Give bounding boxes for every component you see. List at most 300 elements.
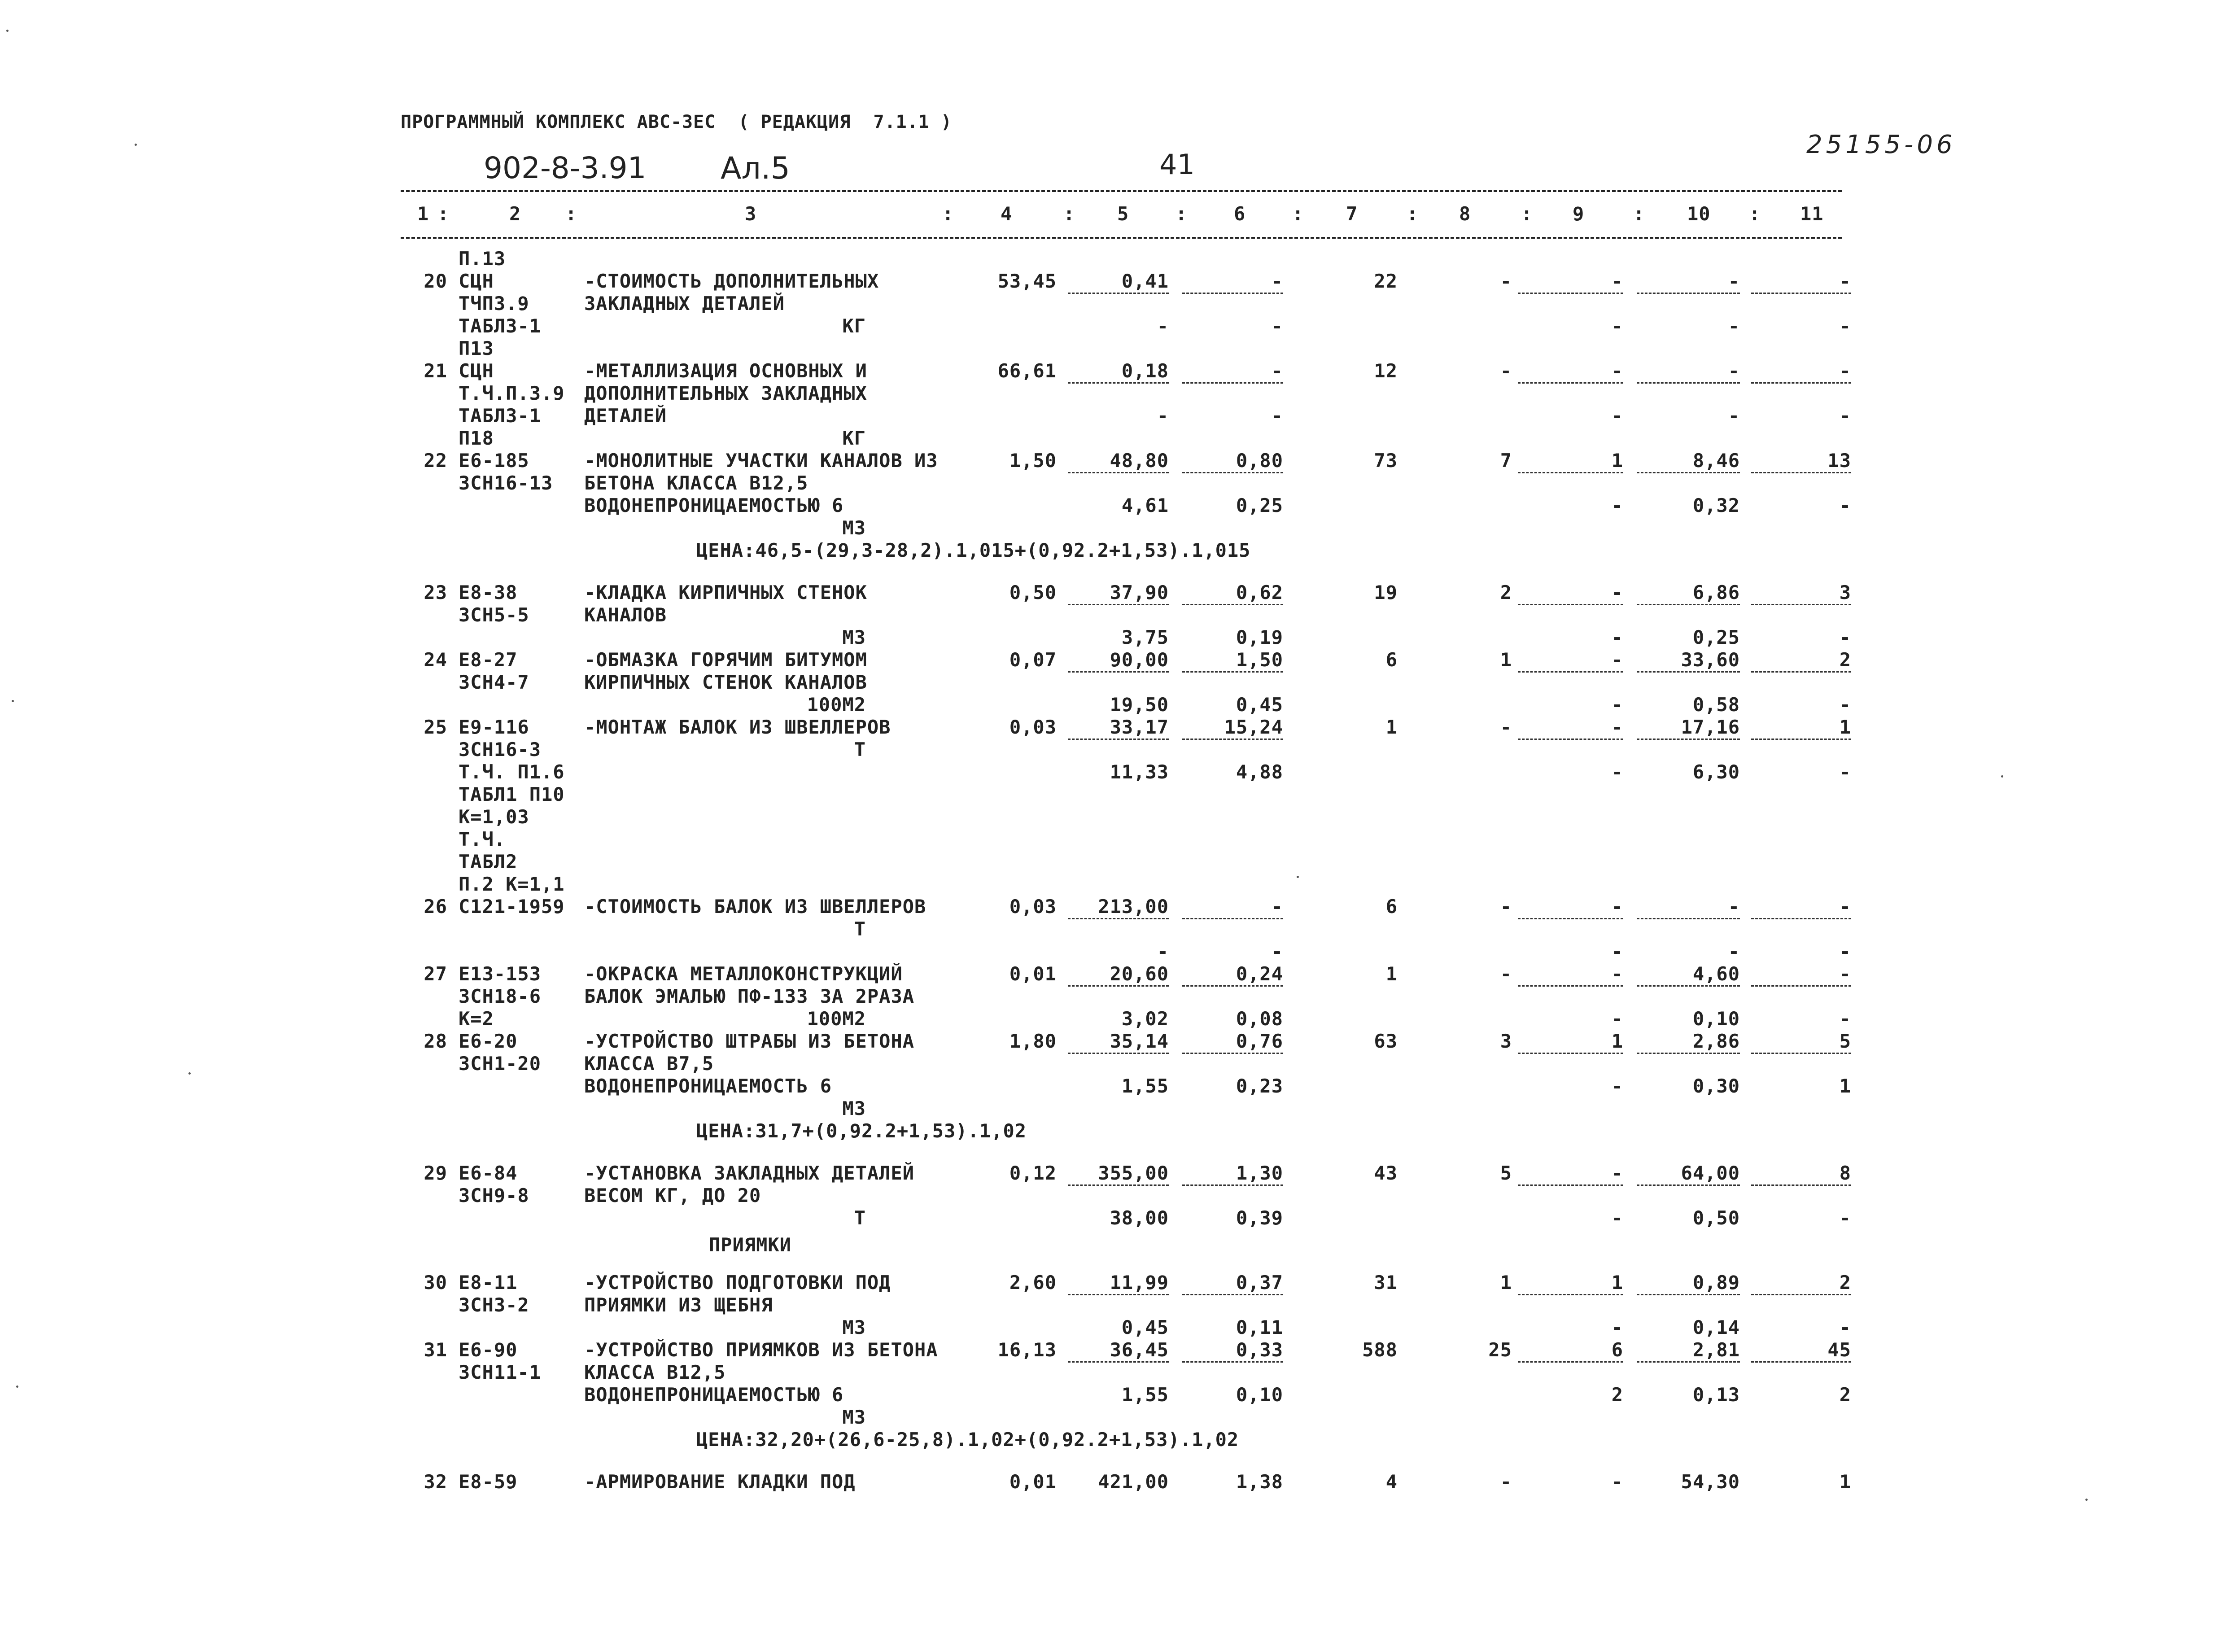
- program-line: ПРОГРАММНЫЙ КОМПЛЕКС АВС-ЗЕС ( РЕДАКЦИЯ 7.1.1 ): [401, 112, 953, 132]
- column-separator: :: [1175, 203, 1188, 225]
- value-c9: 1: [1611, 1272, 1623, 1294]
- sub-value-s5: -: [1157, 405, 1169, 427]
- value-c8: -: [1500, 1471, 1512, 1493]
- column-separator: :: [437, 203, 450, 225]
- subtotal-dash-line: [1751, 1053, 1851, 1054]
- sub-value-s5: -: [1157, 940, 1169, 962]
- value-c7: 4: [1385, 1471, 1398, 1493]
- work-description: -МЕТАЛЛИЗАЦИЯ ОСНОВНЫХ И: [584, 360, 867, 382]
- row-number: 22: [424, 450, 447, 472]
- sub-value-s10: -: [1728, 315, 1740, 337]
- value-c9: -: [1611, 360, 1623, 382]
- value-c6: 1,50: [1236, 649, 1283, 671]
- unit: 100М2: [807, 1008, 866, 1030]
- sub-value-s6: 0,11: [1236, 1316, 1283, 1338]
- sub-value-s10: 0,58: [1692, 694, 1740, 716]
- value-c5: 36,45: [1110, 1339, 1169, 1361]
- norm-code: Е6-90: [459, 1339, 518, 1361]
- sub-value-s9: -: [1611, 1316, 1623, 1338]
- subtotal-dash-line: [1518, 985, 1623, 987]
- value-c9: 6: [1611, 1339, 1623, 1361]
- norm-code: ЗСН18-6: [459, 985, 542, 1007]
- subtotal-dash-line: [1068, 382, 1169, 384]
- value-c11: -: [1839, 270, 1851, 292]
- column-number: 3: [745, 203, 757, 225]
- norm-code: К=2: [459, 1008, 494, 1030]
- value-c6: 1,38: [1236, 1471, 1283, 1493]
- scan-speck: [2001, 775, 2003, 778]
- subtotal-dash-line: [1751, 382, 1851, 384]
- doc-code: 902-8-3.91: [484, 151, 647, 185]
- subtotal-dash-line: [1518, 1294, 1623, 1295]
- value-c8: 3: [1500, 1030, 1512, 1052]
- norm-code: ТАБЛ3-1: [459, 315, 542, 337]
- value-c5: 213,00: [1098, 896, 1169, 918]
- value-c8: 2: [1500, 581, 1512, 603]
- sub-value-s11: 1: [1839, 1075, 1851, 1097]
- unit: М3: [842, 1097, 866, 1119]
- work-description: -ОКРАСКА МЕТАЛЛОКОНСТРУКЦИЙ: [584, 963, 903, 985]
- norm-code: СЦН: [459, 270, 494, 292]
- sub-value-s9: 2: [1611, 1384, 1623, 1406]
- subtotal-dash-line: [1751, 472, 1851, 473]
- value-c4: 1,50: [1009, 450, 1057, 472]
- sub-value-s6: 0,25: [1236, 494, 1283, 516]
- subtotal-dash-line: [1637, 472, 1740, 473]
- unit: М3: [842, 1406, 866, 1428]
- value-c9: -: [1611, 896, 1623, 918]
- stamp-number: 25155-06: [1806, 130, 1956, 159]
- subtotal-dash-line: [1518, 382, 1623, 384]
- value-c5: 11,99: [1110, 1272, 1169, 1294]
- row-number: 29: [424, 1162, 447, 1184]
- subtotal-dash-line: [1751, 671, 1851, 673]
- work-description: КЛАССА В12,5: [584, 1361, 726, 1383]
- column-number: 11: [1800, 203, 1824, 225]
- subtotal-dash-line: [1068, 1053, 1169, 1054]
- column-number: 1: [417, 203, 429, 225]
- norm-code: Е13-153: [459, 963, 542, 985]
- norm-code: ЗСН11-1: [459, 1361, 542, 1383]
- value-c10: 17,16: [1681, 716, 1740, 738]
- unit: Т: [854, 918, 866, 940]
- subtotal-dash-line: [1182, 985, 1283, 987]
- value-c11: 8: [1839, 1162, 1851, 1184]
- value-c4: 0,03: [1009, 896, 1057, 918]
- sub-value-s10: 0,30: [1692, 1075, 1740, 1097]
- column-number: 8: [1459, 203, 1471, 225]
- value-c10: 0,89: [1692, 1272, 1740, 1294]
- row-number: 24: [424, 649, 447, 671]
- column-separator: :: [1407, 203, 1419, 225]
- column-number: 6: [1234, 203, 1246, 225]
- subtotal-dash-line: [1068, 918, 1169, 919]
- value-c6: -: [1271, 896, 1283, 918]
- value-c11: 5: [1839, 1030, 1851, 1052]
- subtotal-dash-line: [1182, 293, 1283, 294]
- subtotal-dash-line: [1518, 671, 1623, 673]
- value-c7: 19: [1374, 581, 1398, 603]
- sub-value-s10: 0,10: [1692, 1008, 1740, 1030]
- sub-value-s9: -: [1611, 1207, 1623, 1229]
- work-description: КИРПИЧНЫХ СТЕНОК КАНАЛОВ: [584, 671, 867, 693]
- value-c4: 66,61: [997, 360, 1057, 382]
- norm-code: Е9-116: [459, 716, 529, 738]
- sub-value-s9: -: [1611, 940, 1623, 962]
- value-c11: -: [1839, 360, 1851, 382]
- value-c9: -: [1611, 581, 1623, 603]
- norm-code: ЗСН16-3: [459, 739, 542, 760]
- norm-code: П13: [459, 337, 494, 359]
- work-description: -УСТАНОВКА ЗАКЛАДНЫХ ДЕТАЛЕЙ: [584, 1162, 915, 1184]
- column-number: 10: [1687, 203, 1711, 225]
- value-c8: -: [1500, 360, 1512, 382]
- subtotal-dash-line: [1068, 1361, 1169, 1363]
- value-c9: -: [1611, 1471, 1623, 1493]
- subtotal-dash-line: [1518, 293, 1623, 294]
- subtotal-dash-line: [1751, 739, 1851, 740]
- work-description: ВОДОНЕПРОНИЦАЕМОСТЬЮ 6: [584, 494, 844, 516]
- scan-speck: [2085, 1499, 2088, 1501]
- value-c7: 31: [1374, 1272, 1398, 1294]
- scan-speck: [1297, 876, 1299, 878]
- value-c10: 2,86: [1692, 1030, 1740, 1052]
- value-c6: 0,24: [1236, 963, 1283, 985]
- subtotal-dash-line: [1518, 472, 1623, 473]
- sub-value-s10: -: [1728, 405, 1740, 427]
- column-separator: :: [1749, 203, 1761, 225]
- subtotal-dash-line: [1182, 918, 1283, 919]
- row-number: 26: [424, 896, 447, 918]
- norm-code: ЗСН3-2: [459, 1294, 529, 1316]
- value-c4: 2,60: [1009, 1272, 1057, 1294]
- sub-value-s10: 0,14: [1692, 1316, 1740, 1338]
- subtotal-dash-line: [1751, 985, 1851, 987]
- section-title: ПРИЯМКИ: [709, 1234, 792, 1256]
- row-number: 27: [424, 963, 447, 985]
- sub-value-s6: 0,19: [1236, 626, 1283, 648]
- sub-value-s6: -: [1271, 940, 1283, 962]
- value-c4: 0,07: [1009, 649, 1057, 671]
- subtotal-dash-line: [1182, 472, 1283, 473]
- subtotal-dash-line: [1751, 1184, 1851, 1186]
- norm-code: П.13: [459, 248, 506, 270]
- subtotal-dash-line: [1182, 1294, 1283, 1295]
- sub-value-s6: 0,39: [1236, 1207, 1283, 1229]
- row-number: 20: [424, 270, 447, 292]
- column-number: 2: [509, 203, 521, 225]
- value-c10: 2,81: [1692, 1339, 1740, 1361]
- value-c6: 1,30: [1236, 1162, 1283, 1184]
- value-c9: -: [1611, 1162, 1623, 1184]
- norm-code: ТАБЛ1 П10: [459, 783, 565, 805]
- unit: Т: [854, 739, 866, 760]
- norm-code: Е8-38: [459, 581, 518, 603]
- value-c4: 0,12: [1009, 1162, 1057, 1184]
- unit: М3: [842, 517, 866, 539]
- value-c11: 1: [1839, 1471, 1851, 1493]
- subtotal-dash-line: [1637, 604, 1740, 605]
- norm-code: СЦН: [459, 360, 494, 382]
- value-c6: -: [1271, 270, 1283, 292]
- norm-code: ТАБЛ2: [459, 851, 518, 873]
- value-c10: 54,30: [1681, 1471, 1740, 1493]
- norm-code: П18: [459, 427, 494, 449]
- subtotal-dash-line: [1518, 604, 1623, 605]
- value-c5: 33,17: [1110, 716, 1169, 738]
- sub-value-s11: -: [1839, 761, 1851, 783]
- value-c5: 35,14: [1110, 1030, 1169, 1052]
- value-c8: -: [1500, 716, 1512, 738]
- scan-speck: [135, 144, 137, 146]
- subtotal-dash-line: [1518, 918, 1623, 919]
- norm-code: С121-1959: [459, 896, 565, 918]
- row-number: 23: [424, 581, 447, 603]
- sub-value-s10: 0,50: [1692, 1207, 1740, 1229]
- norm-code: ЗСН5-5: [459, 604, 529, 626]
- value-c9: -: [1611, 963, 1623, 985]
- sub-value-s9: -: [1611, 694, 1623, 716]
- value-c5: 37,90: [1110, 581, 1169, 603]
- subtotal-dash-line: [1518, 739, 1623, 740]
- value-c11: -: [1839, 963, 1851, 985]
- work-description: -МОНТАЖ БАЛОК ИЗ ШВЕЛЛЕРОВ: [584, 716, 891, 738]
- sub-value-s9: -: [1611, 494, 1623, 516]
- sub-value-s5: 1,55: [1121, 1075, 1169, 1097]
- value-c11: 45: [1827, 1339, 1851, 1361]
- subtotal-dash-line: [1751, 918, 1851, 919]
- subtotal-dash-line: [1637, 1294, 1740, 1295]
- value-c11: 3: [1839, 581, 1851, 603]
- subtotal-dash-line: [1068, 985, 1169, 987]
- subtotal-dash-line: [1068, 1184, 1169, 1186]
- value-c8: -: [1500, 270, 1512, 292]
- value-c11: -: [1839, 896, 1851, 918]
- work-description: ВОДОНЕПРОНИЦАЕМОСТЬЮ 6: [584, 1384, 844, 1406]
- sub-value-s6: -: [1271, 405, 1283, 427]
- column-number: 9: [1573, 203, 1585, 225]
- unit: КГ: [842, 427, 866, 449]
- norm-code: ЗСН4-7: [459, 671, 529, 693]
- value-c8: 7: [1500, 450, 1512, 472]
- value-c10: 6,86: [1692, 581, 1740, 603]
- value-c7: 12: [1374, 360, 1398, 382]
- sub-value-s10: 0,25: [1692, 626, 1740, 648]
- subtotal-dash-line: [1637, 985, 1740, 987]
- subtotal-dash-line: [1637, 382, 1740, 384]
- subtotal-dash-line: [1182, 1361, 1283, 1363]
- sub-value-s5: 0,45: [1121, 1316, 1169, 1338]
- value-c4: 53,45: [997, 270, 1057, 292]
- subtotal-dash-line: [1518, 1053, 1623, 1054]
- unit: М3: [842, 1316, 866, 1338]
- subtotal-dash-line: [1068, 472, 1169, 473]
- value-c6: 0,76: [1236, 1030, 1283, 1052]
- work-description: -УСТРОЙСТВО ШТРАБЫ ИЗ БЕТОНА: [584, 1030, 915, 1052]
- scan-speck: [16, 1385, 18, 1388]
- norm-code: Е8-11: [459, 1272, 518, 1294]
- value-c7: 588: [1362, 1339, 1398, 1361]
- value-c9: -: [1611, 716, 1623, 738]
- value-c5: 20,60: [1110, 963, 1169, 985]
- sub-value-s6: 0,08: [1236, 1008, 1283, 1030]
- column-separator: :: [565, 203, 577, 225]
- column-separator: :: [1063, 203, 1075, 225]
- column-number: 5: [1117, 203, 1129, 225]
- sub-value-s10: 0,13: [1692, 1384, 1740, 1406]
- subtotal-dash-line: [1518, 1361, 1623, 1363]
- work-description: ВЕСОМ КГ, ДО 20: [584, 1184, 761, 1206]
- value-c8: 1: [1500, 1272, 1512, 1294]
- value-c9: 1: [1611, 450, 1623, 472]
- norm-code: ЗСН1-20: [459, 1053, 542, 1075]
- value-c10: -: [1728, 360, 1740, 382]
- row-number: 31: [424, 1339, 447, 1361]
- norm-code: ЗСН16-13: [459, 472, 553, 494]
- column-separator: :: [1521, 203, 1533, 225]
- work-description: -ОБМАЗКА ГОРЯЧИМ БИТУМОМ: [584, 649, 867, 671]
- value-c5: 48,80: [1110, 450, 1169, 472]
- row-number: 25: [424, 716, 447, 738]
- value-c5: 421,00: [1098, 1471, 1169, 1493]
- value-c10: 64,00: [1681, 1162, 1740, 1184]
- norm-code: ЗСН9-8: [459, 1184, 529, 1206]
- value-c4: 0,50: [1009, 581, 1057, 603]
- sub-value-s6: 0,10: [1236, 1384, 1283, 1406]
- subtotal-dash-line: [1637, 1361, 1740, 1363]
- value-c7: 6: [1385, 896, 1398, 918]
- value-c10: 4,60: [1692, 963, 1740, 985]
- price-formula: ЦЕНА:31,7+(0,92.2+1,53).1,02: [696, 1120, 1027, 1142]
- norm-code: Т.Ч. П1.6: [459, 761, 565, 783]
- value-c7: 1: [1385, 963, 1398, 985]
- subtotal-dash-line: [1068, 604, 1169, 605]
- sub-value-s5: 1,55: [1121, 1384, 1169, 1406]
- row-number: 28: [424, 1030, 447, 1052]
- subtotal-dash-line: [1068, 739, 1169, 740]
- price-formula: ЦЕНА:46,5-(29,3-28,2).1,015+(0,92.2+1,53).1,015: [696, 539, 1251, 561]
- work-description: ДЕТАЛЕЙ: [584, 405, 667, 427]
- work-description: -СТОИМОСТЬ БАЛОК ИЗ ШВЕЛЛЕРОВ: [584, 896, 926, 918]
- value-c6: 0,80: [1236, 450, 1283, 472]
- sub-value-s11: -: [1839, 940, 1851, 962]
- sub-value-s11: -: [1839, 694, 1851, 716]
- column-separator: :: [1633, 203, 1645, 225]
- header-rule-top: [401, 190, 1842, 192]
- value-c10: -: [1728, 270, 1740, 292]
- value-c4: 0,03: [1009, 716, 1057, 738]
- work-description: БЕТОНА КЛАССА В12,5: [584, 472, 808, 494]
- work-description: -КЛАДКА КИРПИЧНЫХ СТЕНОК: [584, 581, 867, 603]
- value-c9: -: [1611, 270, 1623, 292]
- norm-code: Е8-59: [459, 1471, 518, 1493]
- value-c7: 6: [1385, 649, 1398, 671]
- sub-value-s9: -: [1611, 405, 1623, 427]
- work-description: -УСТРОЙСТВО ПРИЯМКОВ ИЗ БЕТОНА: [584, 1339, 938, 1361]
- row-number: 30: [424, 1272, 447, 1294]
- sub-value-s5: 3,75: [1121, 626, 1169, 648]
- value-c7: 63: [1374, 1030, 1398, 1052]
- subtotal-dash-line: [1637, 671, 1740, 673]
- value-c4: 0,01: [1009, 963, 1057, 985]
- subtotal-dash-line: [1182, 604, 1283, 605]
- subtotal-dash-line: [1637, 918, 1740, 919]
- value-c8: 25: [1488, 1339, 1512, 1361]
- unit: М3: [842, 626, 866, 648]
- sub-value-s10: -: [1728, 940, 1740, 962]
- unit: Т: [854, 1207, 866, 1229]
- norm-code: Т.Ч.: [459, 828, 506, 850]
- sub-value-s6: -: [1271, 315, 1283, 337]
- value-c4: 0,01: [1009, 1471, 1057, 1493]
- sub-value-s11: -: [1839, 1207, 1851, 1229]
- unit: 100М2: [807, 694, 866, 716]
- value-c4: 16,13: [997, 1339, 1057, 1361]
- value-c5: 0,18: [1121, 360, 1169, 382]
- norm-code: Е8-27: [459, 649, 518, 671]
- work-description: ПРИЯМКИ ИЗ ЩЕБНЯ: [584, 1294, 773, 1316]
- column-number: 4: [1001, 203, 1013, 225]
- value-c8: -: [1500, 896, 1512, 918]
- subtotal-dash-line: [1068, 1294, 1169, 1295]
- subtotal-dash-line: [1637, 739, 1740, 740]
- subtotal-dash-line: [1182, 1184, 1283, 1186]
- value-c11: 2: [1839, 1272, 1851, 1294]
- row-number: 32: [424, 1471, 447, 1493]
- sub-value-s5: 4,61: [1121, 494, 1169, 516]
- column-separator: :: [942, 203, 954, 225]
- album-label: Ал.5: [721, 151, 790, 186]
- sub-value-s9: -: [1611, 1075, 1623, 1097]
- value-c4: 1,80: [1009, 1030, 1057, 1052]
- value-c5: 0,41: [1121, 270, 1169, 292]
- sub-value-s11: -: [1839, 405, 1851, 427]
- value-c5: 90,00: [1110, 649, 1169, 671]
- value-c11: 2: [1839, 649, 1851, 671]
- price-formula: ЦЕНА:32,20+(26,6-25,8).1,02+(0,92.2+1,53).1,02: [696, 1429, 1239, 1451]
- work-description: КАНАЛОВ: [584, 604, 667, 626]
- column-separator: :: [1292, 203, 1304, 225]
- value-c11: 1: [1839, 716, 1851, 738]
- value-c7: 73: [1374, 450, 1398, 472]
- value-c10: 33,60: [1681, 649, 1740, 671]
- sub-value-s9: -: [1611, 315, 1623, 337]
- sub-value-s11: -: [1839, 1008, 1851, 1030]
- sub-value-s9: -: [1611, 1008, 1623, 1030]
- scan-speck: [6, 30, 9, 32]
- sub-value-s9: -: [1611, 761, 1623, 783]
- norm-code: П.2 К=1,1: [459, 873, 565, 895]
- work-description: -СТОИМОСТЬ ДОПОЛНИТЕЛЬНЫХ: [584, 270, 879, 292]
- subtotal-dash-line: [1751, 293, 1851, 294]
- norm-code: Е6-84: [459, 1162, 518, 1184]
- norm-code: Е6-20: [459, 1030, 518, 1052]
- value-c8: -: [1500, 963, 1512, 985]
- value-c5: 355,00: [1098, 1162, 1169, 1184]
- subtotal-dash-line: [1637, 293, 1740, 294]
- work-description: БАЛОК ЭМАЛЬЮ ПФ-133 ЗА 2РАЗА: [584, 985, 915, 1007]
- column-number: 7: [1346, 203, 1358, 225]
- subtotal-dash-line: [1068, 671, 1169, 673]
- subtotal-dash-line: [1637, 1053, 1740, 1054]
- row-number: 21: [424, 360, 447, 382]
- sub-value-s11: -: [1839, 315, 1851, 337]
- subtotal-dash-line: [1182, 739, 1283, 740]
- work-description: -МОНОЛИТНЫЕ УЧАСТКИ КАНАЛОВ ИЗ: [584, 450, 938, 472]
- subtotal-dash-line: [1182, 1053, 1283, 1054]
- sub-value-s6: 0,45: [1236, 694, 1283, 716]
- sub-value-s11: -: [1839, 1316, 1851, 1338]
